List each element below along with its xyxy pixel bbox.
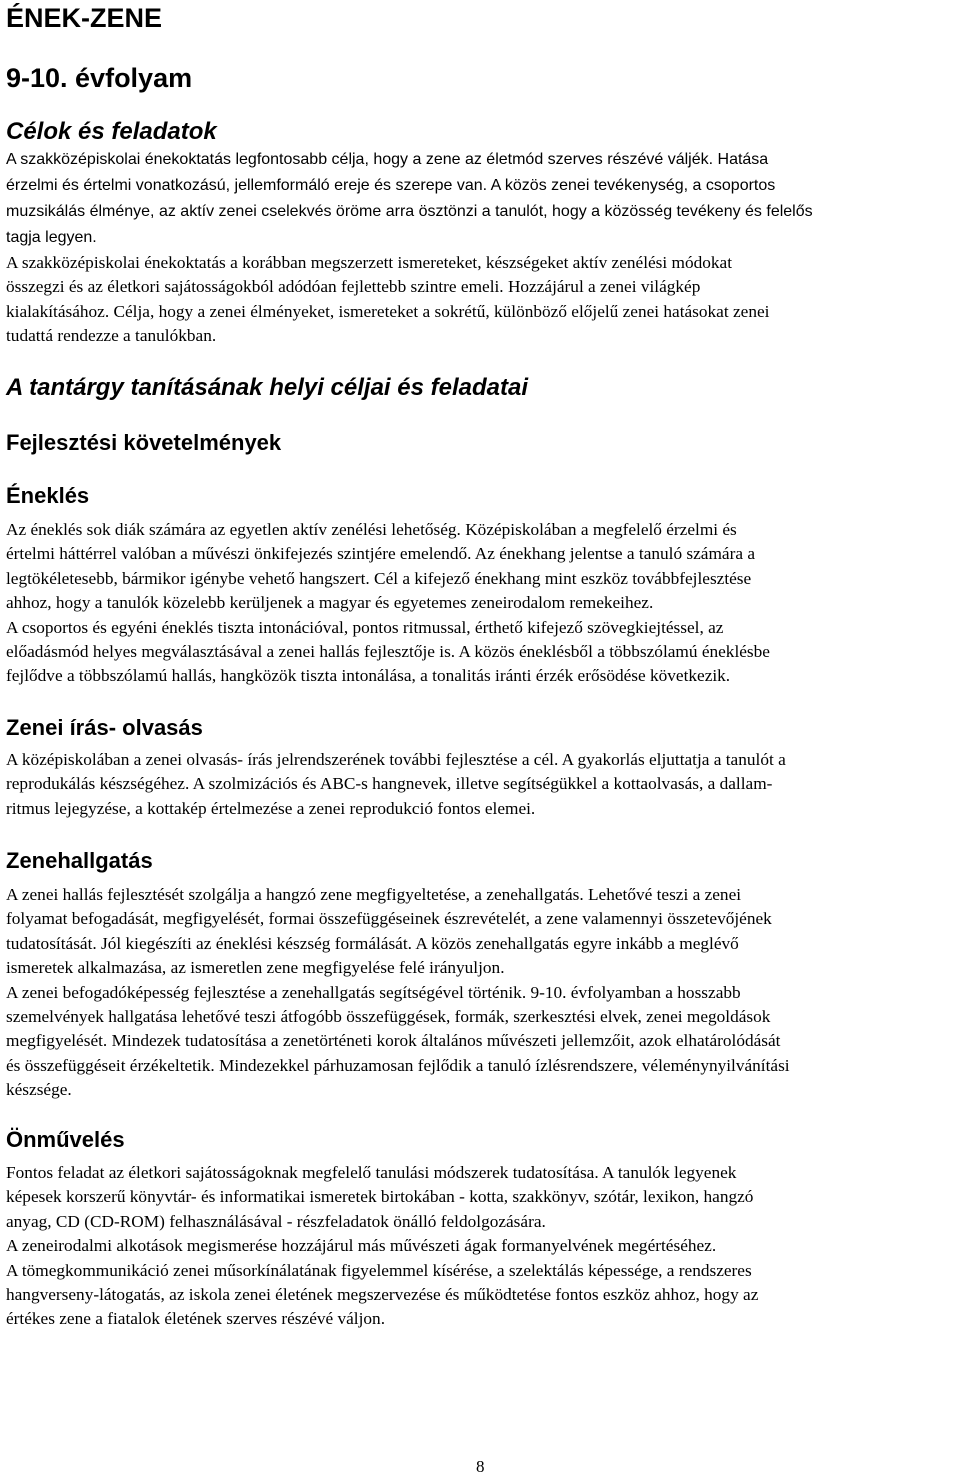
text-line: A középiskolában a zenei olvasás- írás jelrendszerének további fejlesztése a cél. A gyakorlás eljuttatja a tanulót a — [6, 750, 786, 769]
text-line: A szakközépiskolai énekoktatás legfontosabb célja, hogy a zene az életmód szerves részévé váljék. Hatása — [6, 151, 769, 168]
text-line: A csoportos és egyéni éneklés tiszta intonációval, pontos ritmussal, érthető kifejező szövegkiejtéssel, az — [6, 617, 724, 637]
section-body-reading-writing — [6, 748, 958, 821]
text-line: kialakításához. Célja, hogy a zenei élményeket, ismereteket a sokrétű, különböző előjelű zenei hatásokat zenei — [6, 301, 770, 321]
text-line: fejlődve a többszólamú hallás, hangközök tiszta intonálása, a tonalitás iránti érzék erősödése következik. — [6, 666, 731, 686]
text-line: folyamat befogadását, megfigyelését, formai összefüggéseinek észrevételét, a zene valamennyi összetevőjének — [6, 909, 772, 929]
section-heading-self-education: Önművelés — [6, 1127, 125, 1152]
section-heading-reading-writing: Zenei írás- olvasás — [6, 715, 203, 740]
section-body-self-education — [6, 1161, 958, 1332]
text-line: szemelvények hallgatása lehetővé teszi átfogóbb összefüggések, formák, szerkesztési elvek, zenei megoldások — [6, 1007, 771, 1027]
text-line: tudattá rendezze a tanulókban. — [6, 326, 217, 346]
text-line: A zenei befogadóképesség fejlesztése a zenehallgatás segítségével történik. 9-10. évfolyamban a hosszabb — [6, 982, 741, 1002]
grade-heading: 9-10. évfolyam — [6, 63, 193, 93]
text-line: ahhoz, hogy a tanulók közelebb kerüljenek a magyar és egyetemes zeneirodalom remekeihez. — [6, 593, 654, 613]
text-line: A zeneirodalmi alkotások megismerése hozzájárul más művészeti ágak formanyelvének megértéséhez. — [6, 1236, 717, 1256]
text-line: Fontos feladat az életkori sajátosságoknak megfelelő tanulási módszerek tudatosítása. A tanulók legyenek — [6, 1163, 737, 1182]
text-line: legtökéletesebb, bármikor igénybe vehető hangszert. Cél a kifejező énekhang mint eszköz továbbfejlesztése — [6, 568, 752, 588]
text-line: érzelmi és értelmi vonatkozású, jellemformáló ereje és szerepe van. A közös zenei tevékenység, a csoportos — [6, 177, 776, 194]
goals-heading: Célok és feladatok — [6, 118, 217, 145]
text-line: értékes zene a fiatalok életének szerves részévé váljon. — [6, 1309, 386, 1329]
text-line: A szakközépiskolai énekoktatás a korábban megszerzett ismereteket, készségeket aktív zenélési módokat — [6, 253, 733, 272]
goals-serif-paragraph — [6, 251, 958, 349]
text-line: ismeretek alkalmazása, az ismeretlen zene megfigyelése felé irányuljon. — [6, 958, 505, 978]
section-heading-singing: Éneklés — [6, 483, 90, 508]
text-line: ritmus lejegyzése, a kottakép értelmezése a zenei reprodukció fontos elemei. — [6, 798, 536, 818]
text-line: muzsikálás élménye, az aktív zenei cselekvés öröme arra ösztönzi a tanulót, hogy a közösség tevékeny és felelős — [6, 203, 813, 220]
text-line: anyag, CD (CD-ROM) felhasználásával - részfeladatok önálló feldolgozására. — [6, 1211, 546, 1231]
requirements-heading: Fejlesztési követelmények — [6, 430, 282, 455]
text-line: értelmi háttérrel valóban a művészi önkifejezés szintjére emelendő. Az énekhang jelentse a tanuló számára a — [6, 544, 755, 564]
section-body-listening — [6, 883, 958, 1103]
section-heading-listening: Zenehallgatás — [6, 848, 153, 873]
text-line: előadásmód helyes megválasztásával a zenei hallás fejlesztője is. A közös éneklésből a többszólamú éneklésbe — [6, 642, 770, 662]
goals-paragraph — [6, 147, 958, 251]
text-line: képesek korszerű könyvtár- és informatikai ismeretek birtokában - kotta, szakkönyv, szótár, lexikon, hangzó — [6, 1187, 754, 1207]
text-line: hangverseny-látogatás, az iskola zenei életének megszervezése és működtetése fontos eszköz ahhoz, hogy az — [6, 1285, 759, 1305]
page-number: 8 — [476, 1457, 485, 1476]
text-line: tudatosítását. Jól kiegészíti az éneklési készség formálását. A közös zenehallgatás egyre inkább a meglévő — [6, 933, 739, 953]
text-line: tagja legyen. — [6, 229, 97, 246]
text-line: készsége. — [6, 1080, 72, 1100]
text-line: és összefüggéseit érzékeltetik. Mindezekkel párhuzamosan fejlődik a tanuló ízlésrendszere, véleménynyilvánítási — [6, 1055, 790, 1075]
document-title: ÉNEK-ZENE — [6, 3, 163, 33]
text-line: Az éneklés sok diák számára az egyetlen aktív zenélési lehetőség. Középiskolában a megfelelő érzelmi és — [6, 520, 737, 539]
text-line: megfigyelését. Mindezek tudatosítása a zenetörténeti korok általános művészeti jellemzőit, azok elhatárolódását — [6, 1031, 781, 1051]
section-body-singing — [6, 518, 958, 689]
text-line: A zenei hallás fejlesztését szolgálja a hangzó zene megfigyeltetése, a zenehallgatás. Lehetővé teszi a zenei — [6, 885, 742, 904]
local-goals-heading: A tantárgy tanításának helyi céljai és feladatai — [6, 374, 528, 401]
text-line: reprodukálás készségéhez. A szolmizációs és ABC-s hangnevek, illetve segítségükkel a kottaolvasás, a dallam- — [6, 774, 773, 794]
text-line: összegzi és az életkori sajátosságokból adódóan fejlettebb szintre emeli. Hozzájárul a zenei világkép — [6, 277, 701, 297]
text-line: A tömegkommunikáció zenei műsorkínálatának figyelemmel kísérése, a szelektálás képessége, a rendszeres — [6, 1260, 752, 1280]
